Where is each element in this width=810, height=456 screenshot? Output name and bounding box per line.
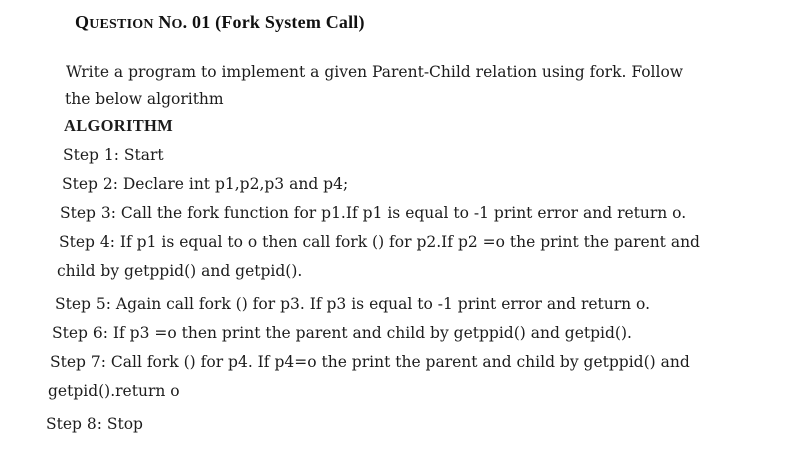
step-line-7: Step 6: If p3 =o then print the parent and child by getppid() and getpid().: [52, 324, 632, 342]
step-line-3: Step 3: Call the fork function for p1.If p1 is equal to -1 print error and return o.: [60, 204, 687, 222]
step-line-2: Step 2: Declare int p1,p2,p3 and p4;: [62, 175, 349, 193]
step-line-1: Step 1: Start: [63, 146, 164, 164]
algorithm-heading: ALGORITHM: [64, 116, 174, 135]
step-line-9: getpid().return o: [48, 382, 180, 400]
title-n: N: [153, 12, 172, 32]
step-line-5: child by getppid() and getpid().: [57, 262, 303, 280]
step-line-6: Step 5: Again call fork () for p3. If p3 is equal to -1 print error and return o.: [55, 295, 651, 313]
question-title: [75, 12, 365, 33]
title-rest: . 01 (Fork System Call): [182, 12, 365, 32]
step-line-4: Step 4: If p1 is equal to o then call fork () for p2.If p2 =o the print the parent and: [59, 233, 700, 251]
title-o: O: [171, 17, 183, 32]
title-q: Q: [75, 12, 90, 32]
title-uestion: UESTION: [89, 17, 154, 32]
step-line-8: Step 7: Call fork () for p4. If p4=o the print the parent and child by getppid() and: [50, 353, 690, 371]
step-line-10: Step 8: Stop: [46, 415, 143, 433]
intro-line-2: the below algorithm: [65, 90, 224, 108]
intro-line-1: Write a program to implement a given Parent-Child relation using fork. Follow: [66, 63, 684, 81]
